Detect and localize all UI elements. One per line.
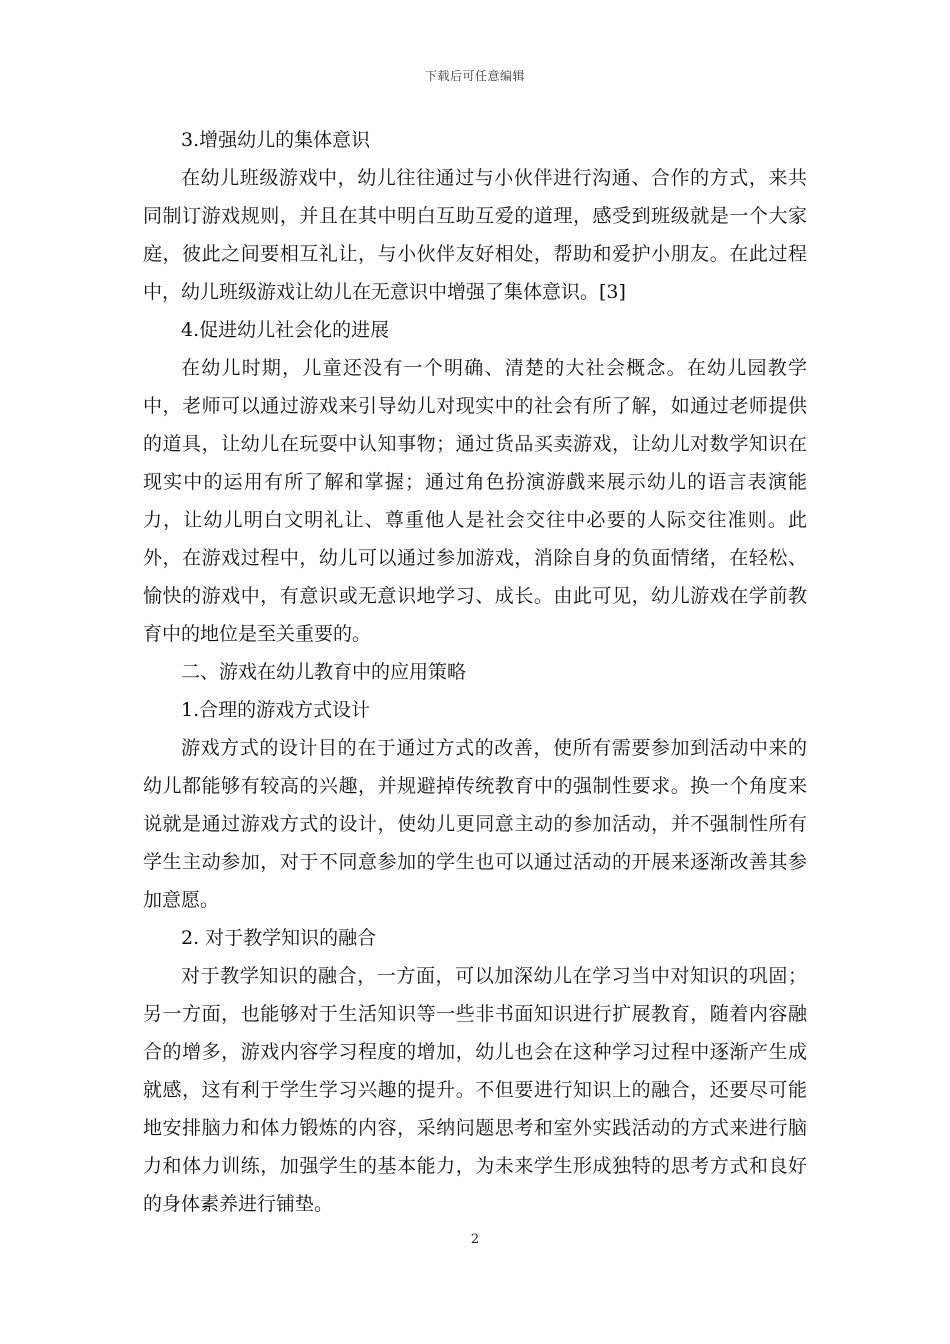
subsection-heading-3: 3.增强幼儿的集体意识 bbox=[181, 129, 371, 151]
subsection-heading-2-1: 1.合理的游戏方式设计 bbox=[181, 699, 371, 721]
paragraph-game-design: 游戏方式的设计目的在于通过方式的改善，使所有需要参加到活动中来的幼儿都能够有较高的兴趣，并规避掉传统教育中的强制性要求。换一个角度来说就是通过游戏方式的设计，使幼儿更同意主动的参加活动，并不强制性所有学生主动参加，对于不同意参加的学生也可以通过活动的开展来逐渐改善其参加意愿。 bbox=[143, 737, 807, 911]
page-number: 2 bbox=[470, 1232, 480, 1247]
document-body bbox=[143, 121, 807, 1223]
paragraph-collective-awareness: 在幼儿班级游戏中，幼儿往往通过与小伙伴进行沟通、合作的方式，来共同制订游戏规则，并且在其中明白互助互爱的道理，感受到班级就是一个大家庭，彼此之间要相互礼让，与小伙伴友好相处，帮助和爱护小朋友。在此过程中，幼儿班级游戏让幼儿在无意识中增强了集体意识。[3] bbox=[143, 167, 807, 303]
subsection-heading-2-2: 2. 对于教学知识的融合 bbox=[181, 927, 377, 949]
page-header: 下载后可任意编辑 bbox=[424, 69, 525, 83]
paragraph-socialization: 在幼儿时期，儿童还没有一个明确、清楚的大社会概念。在幼儿园教学中，老师可以通过游戏来引导幼儿对现实中的社会有所了解，如通过老师提供的道具，让幼儿在玩耍中认知事物；通过货品买卖游戏，让幼儿对数学知识在现实中的运用有所了解和掌握；通过角色扮演游戲来展示幼儿的语言表演能力，让幼儿明白文明礼让、尊重他人是社会交往中必要的人际交往准则。此外，在游戏过程中，幼儿可以通过参加游戏，消除自身的负面情绪，在轻松、愉快的游戏中，有意识或无意识地学习、成长。由此可见，幼儿游戏在学前教育中的地位是至关重要的。 bbox=[143, 357, 807, 645]
subsection-heading-4: 4.促进幼儿社会化的进展 bbox=[181, 319, 390, 341]
paragraph-knowledge-integration: 对于教学知识的融合，一方面，可以加深幼儿在学习当中对知识的巩固；另一方面，也能够对于生活知识等一些非书面知识进行扩展教育，随着内容融合的增多，游戏内容学习程度的增加，幼儿也会在这种学习过程中逐渐产生成就感，这有利于学生学习兴趣的提升。不但要进行知识上的融合，还要尽可能地安排脑力和体力锻炼的内容，采纳问题思考和室外实践活动的方式来进行脑力和体力训练，加强学生的基本能力，为未来学生形成独特的思考方式和良好的身体素养进行铺垫。 bbox=[143, 965, 807, 1215]
section-heading-2: 二、游戏在幼儿教育中的应用策略 bbox=[181, 661, 467, 683]
